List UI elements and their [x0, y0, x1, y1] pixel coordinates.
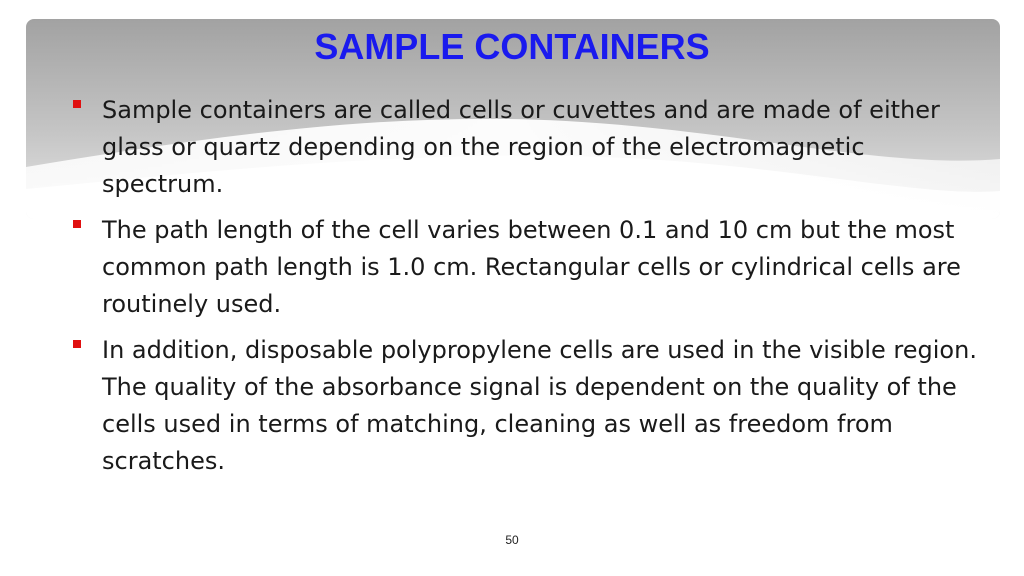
square-bullet-icon — [73, 340, 81, 348]
square-bullet-icon — [73, 100, 81, 108]
bullet-text: The path length of the cell varies between 0.1 and 10 cm but the most common path length is 1.0 cm. Rectangular cells or cylindrical cells are routinely used. — [102, 216, 961, 318]
bullet-list — [70, 92, 980, 489]
slide-title: SAMPLE CONTAINERS — [314, 26, 710, 67]
bullet-text: Sample containers are called cells or cuvettes and are made of either glass or quartz depending on the region of the electromagnetic spectrum. — [102, 96, 940, 198]
bullet-item — [70, 92, 980, 203]
page-number: 50 — [505, 533, 519, 547]
bullet-item — [70, 212, 980, 323]
square-bullet-icon — [73, 220, 81, 228]
bullet-text: In addition, disposable polypropylene cells are used in the visible region. The quality of the absorbance signal is dependent on the quality of the cells used in terms of matching, cleaning as well as freedom from scratches. — [102, 336, 977, 475]
bullet-item — [70, 332, 980, 480]
